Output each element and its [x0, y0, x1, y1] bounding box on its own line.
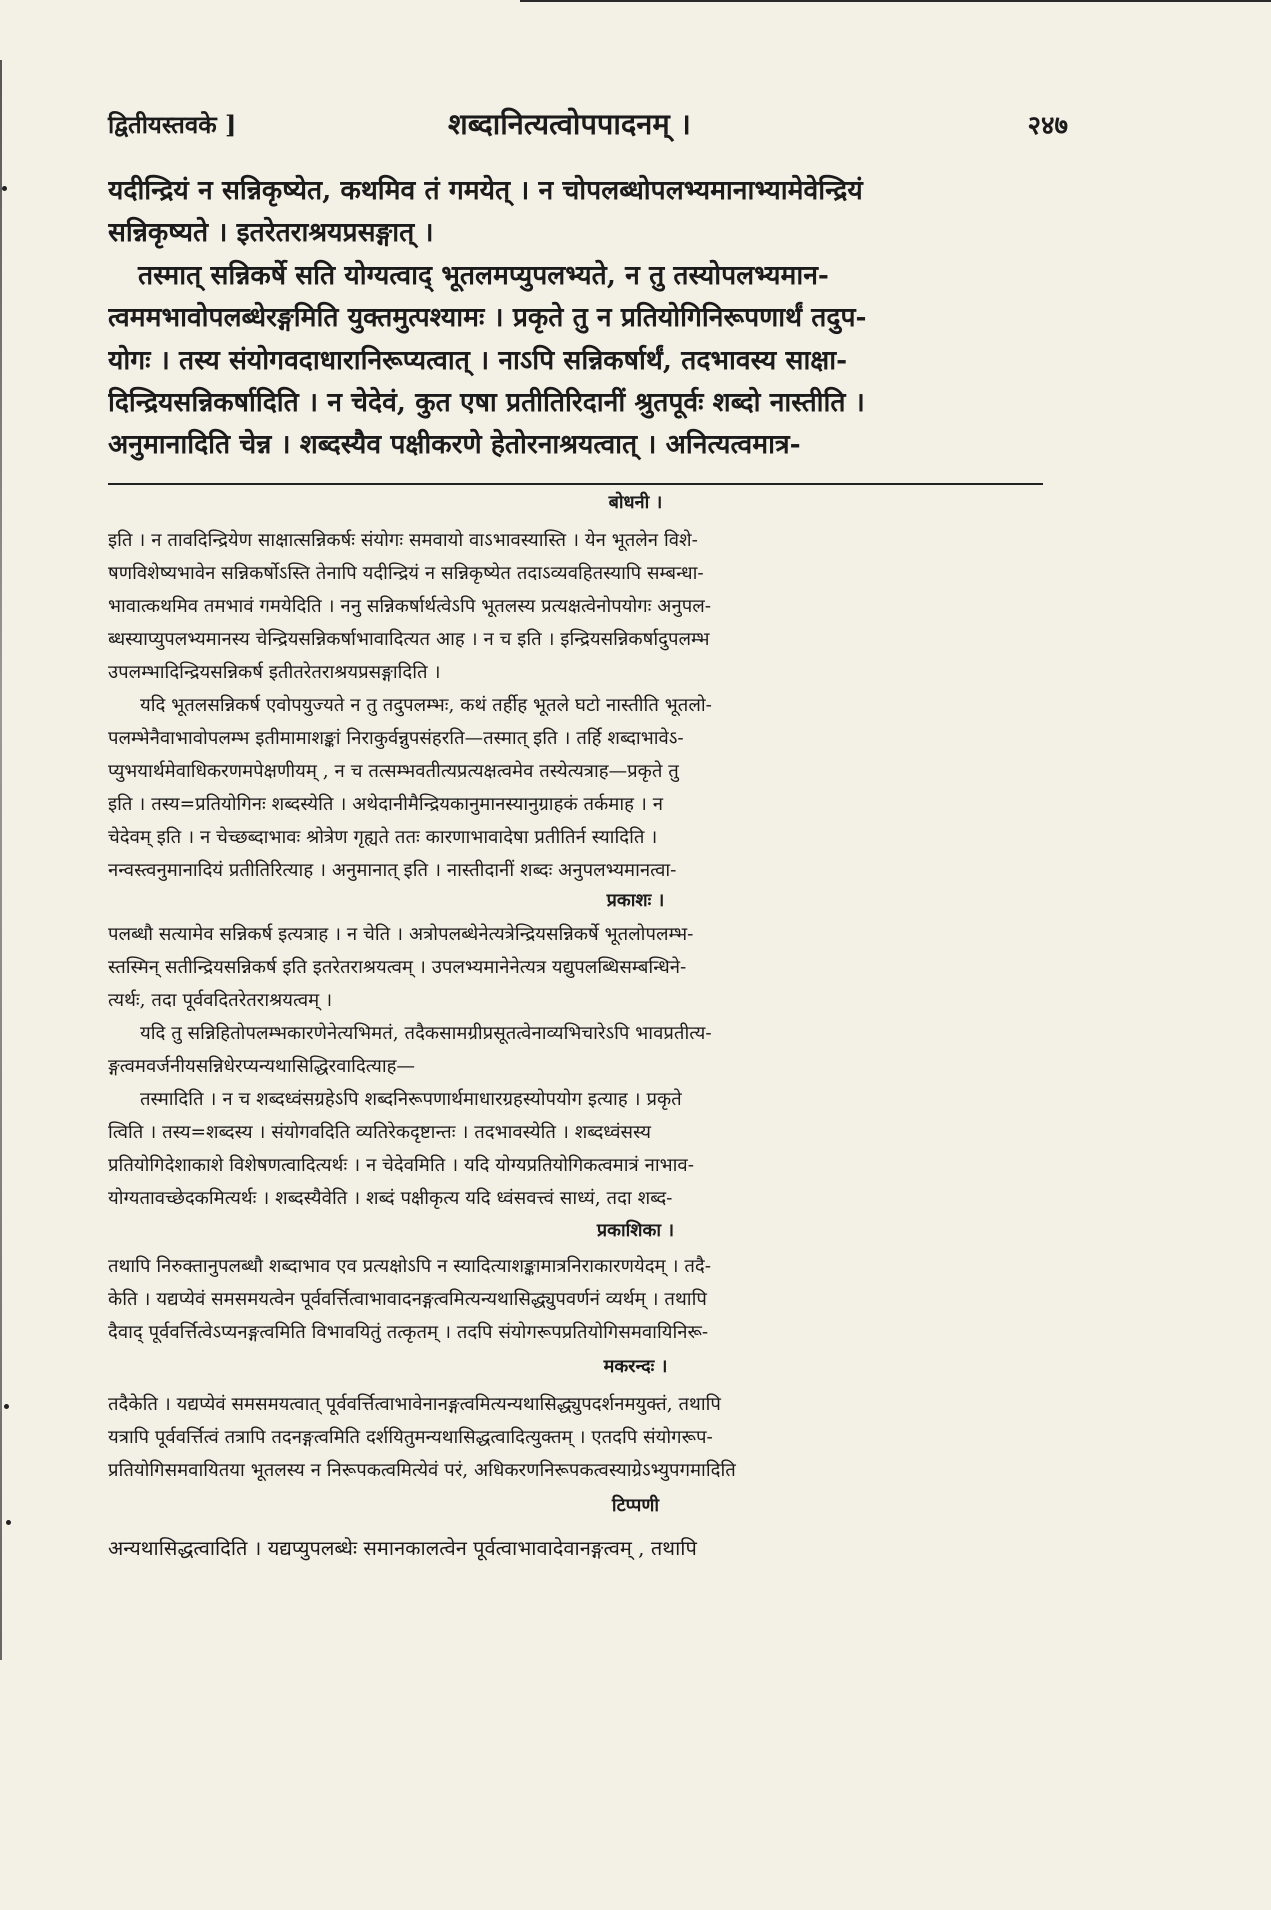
commentary-line: नन्वस्त्वनुमानादियं प्रतीतिरित्याह । अनुमानात् इति । नास्तीदानीं शब्दः अनुपलभ्यमानत्वा-: [108, 860, 677, 881]
commentary-line: तदैकेति । यद्यप्येवं समसमयत्वात् पूर्ववर्त्तित्वाभावेनानङ्गत्वमित्यन्यथासिद्ध्युपदर्शनमयुक्तं, तथापि: [108, 1394, 721, 1415]
commentary-line: षणविशेष्यभावेन सन्निकर्षोऽस्ति तेनापि यदीन्द्रियं न सन्निकृष्येत तदाऽव्यवहितस्यापि सम्बन्धा-: [108, 563, 704, 584]
commentary-line: प्रतियोगिदेशाकाशे विशेषणत्वादित्यर्थः । न चेदेवमिति । यदि योग्यप्रतियोगिकत्वमात्रं नाभाव-: [108, 1155, 694, 1176]
commentary-line: स्तस्मिन् सतीन्द्रियसन्निकर्ष इति इतरेतराश्रयत्वम् । उपलभ्यमानेनेत्यत्र यद्युपलब्धिसम्बन्धिने-: [108, 957, 687, 978]
commentary-line: दैवाद् पूर्ववर्त्तित्वेऽप्यनङ्गत्वमिति विभावयितुं तत्कृतम् । तदपि संयोगरूपप्रतियोगिसमवायिनिरू-: [108, 1322, 709, 1343]
tippani-commentary: [108, 1528, 1108, 1568]
prakasha-title: प्रकाशः ।: [606, 890, 665, 911]
scan-speck: [4, 1404, 9, 1409]
makaranda-title: मकरन्दः ।: [603, 1356, 668, 1377]
commentary-line: तथापि निरुक्तानुपलब्धौ शब्दाभाव एव प्रत्यक्षोऽपि न स्यादित्याशङ्कामात्रनिराकारणयेदम् । तदै-: [108, 1256, 711, 1277]
makaranda-commentary: [108, 1388, 1108, 1487]
prakashika-title: प्रकाशिका ।: [596, 1220, 675, 1241]
bodhani-title: बोधनी ।: [608, 492, 663, 513]
header-title: शब्दानित्यत्वोपपादनम् ।: [448, 107, 691, 141]
scan-edge-left: [0, 60, 2, 1660]
page-number: २४७: [1027, 111, 1068, 141]
main-line: अनुमानादिति चेन्न । शब्दस्यैव पक्षीकरणे हेतोरनाश्रयत्वात् । अनित्यत्वमात्र-: [108, 429, 801, 461]
commentary-line: प्रतियोगिसमवायितया भूतलस्य न निरूपकत्वमित्येवं परं, अधिकरणनिरूपकत्वस्याग्रेऽभ्युपगमादिति: [108, 1460, 736, 1481]
scan-speck: [2, 186, 7, 191]
main-line: योगः । तस्य संयोगवदाधारानिरूप्यत्वात् । नाऽपि सन्निकर्षार्थं, तदभावस्य साक्षा-: [108, 344, 848, 376]
commentary-line: ङ्गत्वमवर्जनीयसन्निधेरप्यन्यथासिद्धिरवादित्याह—: [108, 1056, 415, 1077]
commentary-line: त्विति । तस्य=शब्दस्य । संयोगवदिति व्यतिरेकदृष्टान्तः । तदभावस्येति । शब्दध्वंसस्य: [108, 1122, 651, 1143]
commentary-line: तस्मादिति । न च शब्दध्वंसग्रहेऽपि शब्दनिरूपणार्थमाधारग्रहस्योपयोग इत्याह । प्रकृते: [140, 1089, 682, 1110]
commentary-line: पलम्भेनैवाभावोपलम्भ इतीमामाशङ्कां निराकुर्वन्नुपसंहरति—तस्मात् इति । तर्हि शब्दाभावेऽ-: [108, 728, 684, 749]
commentary-line: पलब्धौ सत्यामेव सन्निकर्ष इत्यत्राह । न चेति । अत्रोपलब्धेनेत्यत्रेन्द्रियसन्निकर्षे भूतलोपलम्भ-: [108, 924, 694, 945]
commentary-line: इति । न तावदिन्द्रियेण साक्षात्सन्निकर्षः संयोगः समवायो वाऽभावस्यास्ति । येन भूतलेन विशे-: [108, 530, 698, 551]
commentary-line: यदि भूतलसन्निकर्ष एवोपयुज्यते न तु तदुपलम्भः, कथं तर्हीह भूतले घटो नास्तीति भूतलो-: [140, 695, 712, 716]
scan-edge-top: [520, 0, 1271, 2]
tippani-title: टिप्पणी: [611, 1495, 660, 1516]
main-text: [108, 170, 1108, 467]
commentary-line: योग्यतावच्छेदकमित्यर्थः । शब्दस्यैवेति । शब्दं पक्षीकृत्य यदि ध्वंसवत्त्वं साध्यं, तदा शब्द-: [108, 1188, 673, 1209]
main-line: त्वममभावोपलब्धेरङ्गमिति युक्तमुत्पश्यामः । प्रकृते तु न प्रतियोगिनिरूपणार्थं तदुप-: [108, 302, 867, 334]
commentary-line: प्युभयार्थमेवाधिकरणमपेक्षणीयम् , न च तत्सम्भवतीत्यप्रत्यक्षत्वमेव तस्येत्यत्राह—प्रकृते तु: [108, 761, 679, 782]
main-line: तस्मात् सन्निकर्षे सति योग्यत्वाद् भूतलमप्युपलभ्यते, न तु तस्योपलभ्यमान-: [138, 259, 829, 291]
commentary-line: भावात्कथमिव तमभावं गमयेदिति । ननु सन्निकर्षार्थत्वेऽपि भूतलस्य प्रत्यक्षत्वेनोपयोगः अनुपल-: [108, 596, 712, 617]
main-line: सन्निकृष्यते । इतरेतराश्रयप्रसङ्गात् ।: [108, 217, 434, 249]
commentary-line: ब्धस्याप्युपलभ्यमानस्य चेन्द्रियसन्निकर्षाभावादित्यत आह । न च इति । इन्द्रियसन्निकर्षादुपलम्भ: [108, 629, 710, 650]
commentary-line: अन्यथासिद्धत्वादिति । यद्यप्युपलब्धेः समानकालत्वेन पूर्वत्वाभावादेवानङ्गत्वम् , तथापि: [108, 1536, 697, 1560]
commentary-line: यदि तु सन्निहितोपलम्भकारणेनेत्यभिमतं, तदैकसामग्रीप्रसूतत्वेनाव्यभिचारेऽपि भावप्रतीत्य-: [140, 1023, 712, 1044]
main-line: यदीन्द्रियं न सन्निकृष्येत, कथमिव तं गमयेत् । न चोपलब्धोपलभ्यमानाभ्यामेवेन्द्रियं: [108, 175, 863, 206]
divider-rule: [108, 483, 1043, 485]
running-header: [108, 104, 1068, 144]
commentary-line: केति । यद्यप्येवं समसमयत्वेन पूर्ववर्त्तित्वाभावादनङ्गत्वमित्यन्यथासिद्ध्युपवर्णनं व्यर्थम् । तथापि: [108, 1289, 707, 1310]
commentary-line: चेदेवम् इति । न चेच्छब्दाभावः श्रोत्रेण गृह्यते ततः कारणाभावादेषा प्रतीतिर्न स्यादिति ।: [108, 827, 658, 848]
header-section-label: द्वितीयस्तवके ]: [108, 110, 237, 139]
commentary-line: इति । तस्य=प्रतियोगिनः शब्दस्येति । अथेदानीमैन्द्रियकानुमानस्यानुग्राहकं तर्कमाह । न: [108, 794, 663, 815]
bodhani-commentary: [108, 524, 1108, 887]
main-line: दिन्द्रियसन्निकर्षादिति । न चेदेवं, कुत एषा प्रतीतिरिदानीं श्रुतपूर्वः शब्दो नास्तीति ।: [108, 386, 865, 418]
scan-speck: [6, 1520, 11, 1525]
commentary-line: उपलम्भादिन्द्रियसन्निकर्ष इतीतरेतराश्रयप्रसङ्गादिति ।: [108, 662, 441, 683]
commentary-line: यत्रापि पूर्ववर्त्तित्वं तत्रापि तदनङ्गत्वमिति दर्शयितुमन्यथासिद्धत्वादित्युक्तम् । एतदपि संयोगरूप-: [108, 1427, 713, 1448]
prakashika-commentary: [108, 1250, 1108, 1349]
commentary-line: त्यर्थः, तदा पूर्ववदितरेतराश्रयत्वम् ।: [108, 990, 333, 1011]
prakasha-commentary: [108, 918, 1108, 1215]
